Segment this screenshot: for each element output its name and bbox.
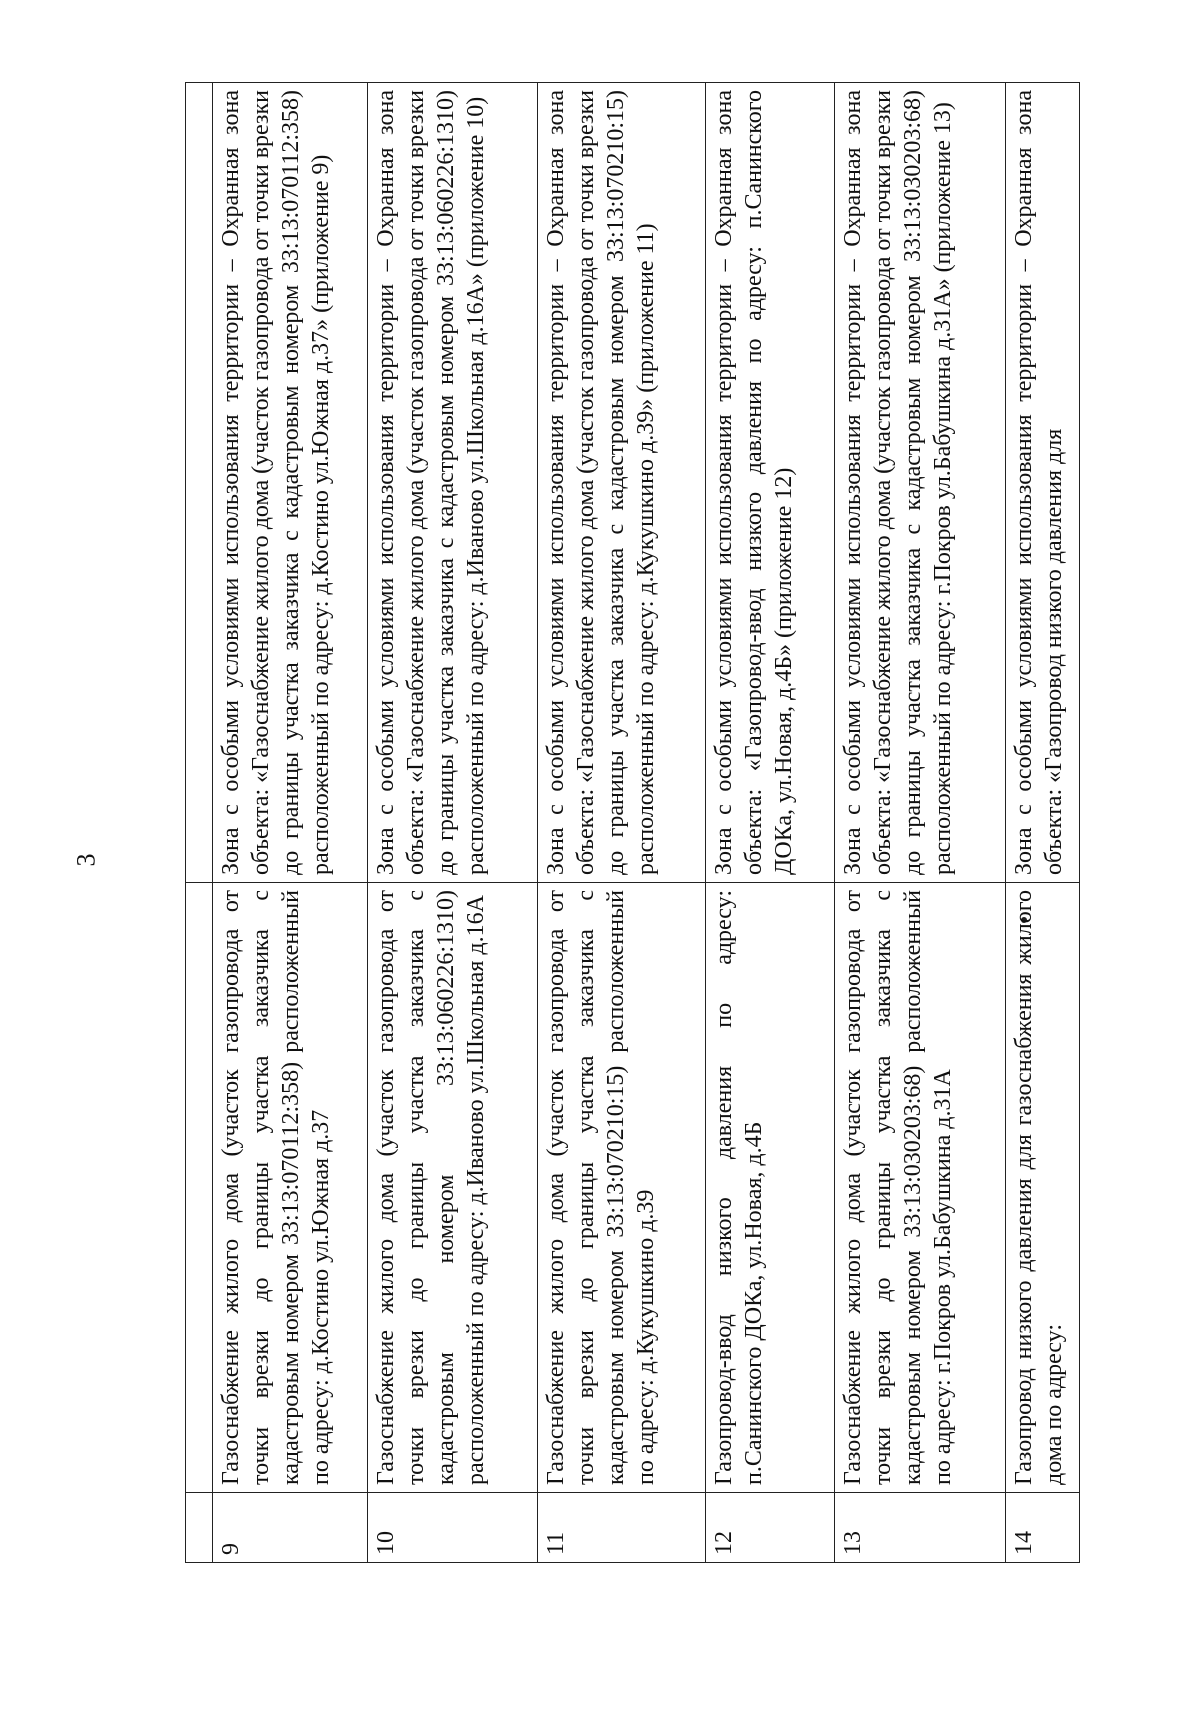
zone-cell <box>835 83 1005 883</box>
row-number: 9 <box>212 1493 367 1563</box>
object-text: Газопровод-ввод низкого давления по адресу: п.Санинского ДОКа, ул.Новая, д.4Б <box>710 890 767 1485</box>
row-number: 12 <box>705 1493 835 1563</box>
zone-text: Зона с особыми условиями использования территории – Охранная зона объекта: «Газоснабжение жилого дома (участок газопровода от точки врезки до границы участка заказчика с кадастровым номером 33:13:060226:1310) расположенный по адресу: д.Иваново ул.Школьная д.16А» (приложение 10) <box>372 90 489 875</box>
row-number: 10 <box>367 1493 537 1563</box>
table-header-row <box>186 83 213 1563</box>
object-text: Газоснабжение жилого дома (участок газопровода от точки врезки до границы участка заказчика с кадастровым номером 33:13:070112:358) расположенный по адресу: д.Костино ул.Южная д.37 <box>217 890 334 1485</box>
row-number: 14 <box>1005 1493 1079 1563</box>
zone-cell <box>1005 83 1079 883</box>
object-cell <box>537 883 705 1493</box>
zone-cell <box>705 83 835 883</box>
object-text: Газоснабжение жилого дома (участок газопровода от точки врезки до границы участка заказчика с кадастровым номером 33:13:060226:1310) расположенный по адресу: д.Иваново ул.Школьная д.16А <box>372 890 489 1485</box>
row-number: 13 <box>835 1493 1005 1563</box>
object-text: Газоснабжение жилого дома (участок газопровода от точки врезки до границы участка заказчика с кадастровым номером 33:13:030203:68) расположенный по адресу: г.Покров ул.Бабушкина д.31А <box>840 890 957 1485</box>
object-cell <box>212 883 367 1493</box>
object-cell <box>835 883 1005 1493</box>
table-row <box>367 83 537 1563</box>
zone-text: Зона с особыми условиями использования территории – Охранная зона объекта: «Газопровод низкого давления для <box>1010 90 1067 875</box>
zone-cell <box>212 83 367 883</box>
rotated-table-container <box>185 83 1080 1563</box>
header-cell-num <box>186 1493 213 1563</box>
zone-text: Зона с особыми условиями использования территории – Охранная зона объекта: «Газоснабжение жилого дома (участок газопровода от точки врезки до границы участка заказчика с кадастровым номером 33:13:070112:358) расположенный по адресу: д.Костино ул.Южная д.37» (приложение 9) <box>217 90 334 875</box>
object-cell <box>1005 883 1079 1493</box>
object-text: Газопровод низкого давления для газоснабжения жилого дома по адресу: <box>1010 890 1067 1485</box>
table-row <box>835 83 1005 1563</box>
zone-text: Зона с особыми условиями использования территории – Охранная зона объекта: «Газоснабжение жилого дома (участок газопровода от точки врезки до границы участка заказчика с кадастровым номером 33:13:070210:15) расположенный по адресу: д.Кукушкино д.39» (приложение 11) <box>542 90 659 875</box>
row-number: 11 <box>537 1493 705 1563</box>
zones-table <box>185 82 1080 1563</box>
zone-text: Зона с особыми условиями использования территории – Охранная зона объекта: «Газопровод-ввод низкого давления по адресу: п.Санинского ДОКа, ул.Новая, д.4Б» (приложение 12) <box>710 90 797 875</box>
table-row <box>537 83 705 1563</box>
zone-text: Зона с особыми условиями использования территории – Охранная зона объекта: «Газоснабжение жилого дома (участок газопровода от точки врезки до границы участка заказчика с кадастровым номером 33:13:030203:68) расположенный по адресу: г.Покров ул.Бабушкина д.31А» (приложение 13) <box>840 90 957 875</box>
zone-cell <box>537 83 705 883</box>
table-row <box>1005 83 1079 1563</box>
table-row <box>212 83 367 1563</box>
header-cell-object <box>186 883 213 1493</box>
object-cell <box>705 883 835 1493</box>
page-number: 3 <box>71 853 101 867</box>
object-text: Газоснабжение жилого дома (участок газопровода от точки врезки до границы участка заказчика с кадастровым номером 33:13:070210:15) расположенный по адресу: д.Кукушкино д.39 <box>542 890 659 1485</box>
object-cell <box>367 883 537 1493</box>
header-cell-zone <box>186 83 213 883</box>
table-row <box>705 83 835 1563</box>
zone-cell <box>367 83 537 883</box>
